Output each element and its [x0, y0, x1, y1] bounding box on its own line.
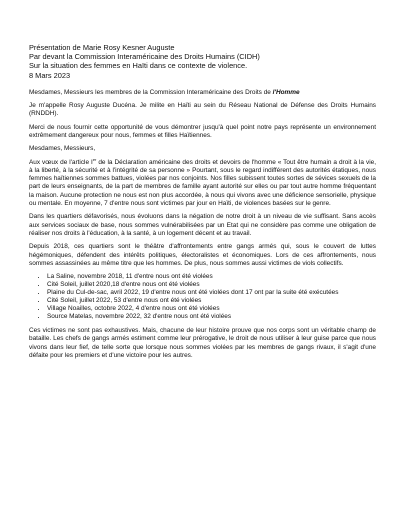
list-item: • Village Noailles, octobre 2022, 4 d'entre nous ont été violées [47, 305, 376, 313]
thanks-paragraph: Merci de nous fournir cette opportunité de vous démontrer jusqu'à quel point notre pays représente un environnement extrêmement dangereux pour nous, femmes et filles Haïtiennes. [29, 123, 376, 139]
list-item: • La Saline, novembre 2018, 11 d'entre nous ont été violées [47, 273, 376, 281]
list-item: • Plaine du Cul-de-sac, avril 2022, 19 d'entre nous ont été violées dont 17 ont par la suite été exécutées [47, 289, 376, 297]
salutation-italic: l'Homme [272, 88, 300, 96]
paragraph-article [29, 156, 376, 209]
paragraph-gangs: Depuis 2018, ces quartiers sont le théâtre d'affrontements entre gangs armés qui, sous le couvert de luttes hégémoniques, défendent des intérêts politiques, électoralistes et économiques. Lors de ces affrontements, nous sommes assassinées au même titre que les hommes. De plus, nous sommes aussi victimes de viols collectifs. [29, 243, 376, 267]
paragraph-neighborhoods: Dans les quartiers défavorisés, nous évoluons dans la négation de notre droit à un niveau de vie suffisant. Sans accès aux services sociaux de base, nous sommes vulnérabilisées par un Etat qui ne considère pas comme une obligation de réaliser nos droits à l'éducation, à la santé, à un logement décent et au travail. [29, 213, 376, 237]
header-subject: Sur la situation des femmes en Haïti dans ce contexte de violence. [29, 61, 248, 71]
header-commission: Par devant la Commission Interaméricaine des Droits Humains (CIDH) [29, 52, 260, 62]
document-page [29, 43, 376, 365]
salutation-text: Mesdames, Messieurs les membres de la Commission Interaméricaine des Droits de [29, 88, 271, 96]
salutation-short: Mesdames, Messieurs, [29, 145, 96, 153]
article-superscript: er [92, 156, 97, 162]
header-date: 8 Mars 2023 [29, 70, 71, 80]
list-item: • Cité Soleil, juillet 2022, 53 d'entre nous ont été violées [47, 297, 376, 305]
paragraph-conclusion: Ces victimes ne sont pas exhaustives. Mais, chacune de leur histoire prouve que nos corps sont un véritable champ de bataille. Les chefs de gangs armés estiment comme leur prérogative, le droit de nous utiliser à leur guise parce que nous vivons dans leur fief, de telle sorte que lorsque nous sommes violées par les membres de gangs rivaux, il s'agit d'une défaite pour les premiers et d'une victoire pour les autres. [29, 327, 376, 360]
massacre-list [29, 273, 376, 321]
list-item: • Source Matelas, novembre 2022, 32 d'entre nous ont été violées [47, 313, 376, 321]
document-header [29, 43, 376, 80]
header-title: Présentation de Marie Rosy Kesner Auguste [29, 43, 175, 52]
intro-paragraph: Je m'appelle Rosy Auguste Ducéna. Je milite en Haïti au sein du Réseau National de Défense des Droits Humains (RNDDH). [29, 102, 376, 118]
salutation-commission [29, 89, 376, 97]
article-text-start: Aux vœux de l'article I [29, 158, 93, 166]
article-text-rest: de la Déclaration américaine des droits et devoirs de l'homme « Tout être humain a droit à la vie, à la liberté, à la sécurité et à l'intégrité de sa personne » Pourtant, sous le regard indifférent des autorités étatiques, nous femmes haïtiennes sommes battues, violées par nos conjoints. Nos filles subissent toutes sortes de sévices sexuels de la part de leurs enseignants, de la part de membres de famille ayant autorité sur elles ou par tout autre homme fréquentant la maison. Aucune protection ne nous est non plus accordée, à nous qui vivons avec une déficience sensorielle, physique ou mentale. En moyenne, 7 d'entre nous sont victimes par jour en Haïti, de violences basées sur le genre. [29, 158, 376, 208]
list-item: • Cité Soleil, juillet 2020,18 d'entre nous ont été violées [47, 281, 376, 289]
